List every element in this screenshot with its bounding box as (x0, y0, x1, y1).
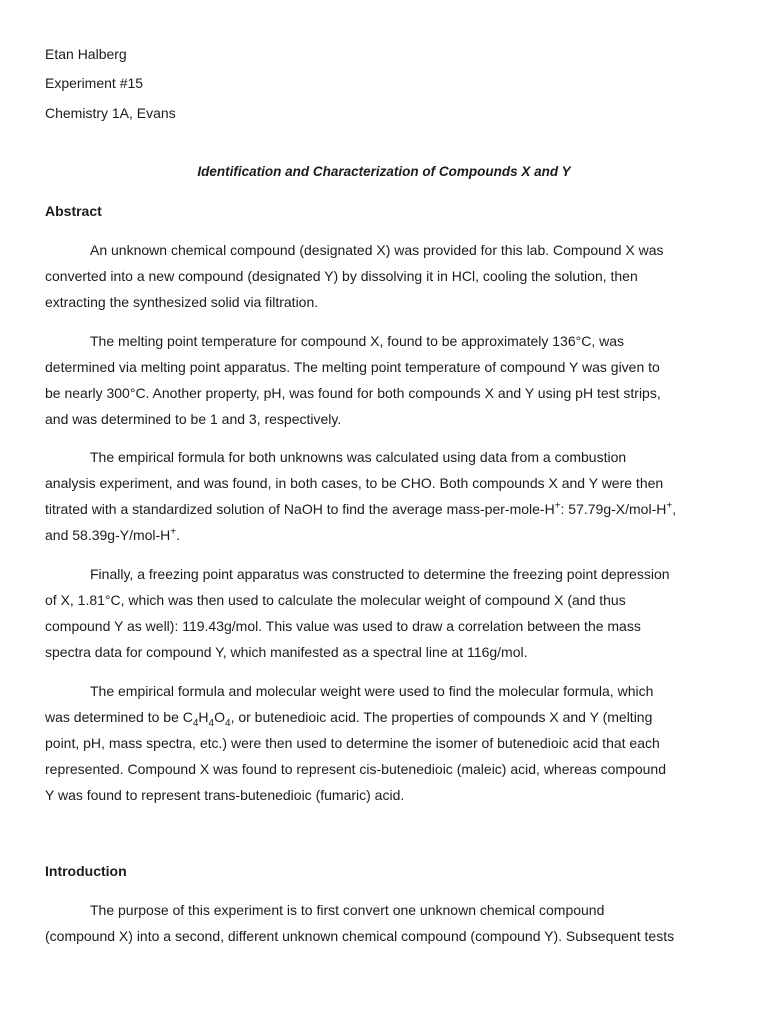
text-segment: , (672, 501, 677, 517)
text-segment: : 57.79g-X/mol-H (560, 501, 667, 517)
document-title: Identification and Characterization of Compounds X and Y (197, 164, 571, 179)
abstract-paragraph-2 (45, 328, 725, 432)
superscript-plus: + (170, 526, 177, 538)
text-line: be nearly 300°C. Another property, pH, was found for both compounds X and Y using pH test strips, (45, 385, 661, 401)
abstract-paragraph-3 (45, 444, 725, 548)
text-line: spectra data for compound Y, which manifested as a spectral line at 116g/mol. (45, 644, 528, 660)
text-line: The melting point temperature for compound X, found to be approximately 136°C, was (90, 333, 625, 349)
author-name: Etan Halberg (45, 46, 127, 62)
text-segment: was determined to be C (45, 709, 193, 725)
introduction-paragraph-1 (45, 897, 725, 949)
text-line: converted into a new compound (designated Y) by dissolving it in HCl, cooling the solution, then (45, 268, 638, 284)
introduction-heading: Introduction (45, 863, 127, 879)
text-line: extracting the synthesized solid via filtration. (45, 294, 319, 310)
abstract-paragraph-4 (45, 561, 725, 665)
text-line: and was determined to be 1 and 3, respectively. (45, 411, 342, 427)
abstract-paragraph-1 (45, 237, 725, 315)
superscript-plus: + (554, 500, 561, 512)
abstract-paragraph-5 (45, 678, 725, 808)
text-line: analysis experiment, and was found, in both cases, to be CHO. Both compounds X and Y were then (45, 475, 664, 491)
text-line: of X, 1.81°C, which was then used to calculate the molecular weight of compound X (and thus (45, 592, 626, 608)
text-line: An unknown chemical compound (designated X) was provided for this lab. Compound X was (90, 242, 664, 258)
text-segment: O (214, 709, 225, 725)
course-info: Chemistry 1A, Evans (45, 105, 176, 121)
text-line: Finally, a freezing point apparatus was constructed to determine the freezing point depression (90, 566, 670, 582)
text-line: The empirical formula and molecular weight were used to find the molecular formula, which (90, 683, 654, 699)
text-line: The purpose of this experiment is to first convert one unknown chemical compound (90, 902, 605, 918)
text-segment: . (176, 527, 181, 543)
text-line (45, 522, 725, 548)
text-line: point, pH, mass spectra, etc.) were then used to determine the isomer of butenedioic acid that each (45, 735, 660, 751)
text-line: (compound X) into a second, different unknown chemical compound (compound Y). Subsequent tests (45, 928, 675, 944)
subscript: 4 (225, 717, 231, 729)
text-segment: titrated with a standardized solution of NaOH to find the average mass-per-mole-H (45, 501, 555, 517)
abstract-heading: Abstract (45, 203, 102, 219)
subscript: 4 (208, 717, 215, 729)
text-line: compound Y as well): 119.43g/mol. This value was used to draw a correlation between the mass (45, 618, 641, 634)
text-segment: , or butenedioic acid. The properties of compounds X and Y (melting (230, 709, 653, 725)
text-segment: H (198, 709, 209, 725)
text-segment: and 58.39g-Y/mol-H (45, 527, 171, 543)
text-line (45, 496, 725, 522)
text-line: represented. Compound X was found to represent cis-butenedioic (maleic) acid, whereas compound (45, 761, 667, 777)
text-line: Y was found to represent trans-butenedioic (fumaric) acid. (45, 787, 405, 803)
subscript: 4 (192, 717, 199, 729)
superscript-plus: + (666, 500, 673, 512)
experiment-number: Experiment #15 (45, 75, 144, 91)
text-line (45, 704, 725, 730)
text-line: determined via melting point apparatus. The melting point temperature of compound Y was given to (45, 359, 660, 375)
text-line: The empirical formula for both unknowns was calculated using data from a combustion (90, 449, 627, 465)
